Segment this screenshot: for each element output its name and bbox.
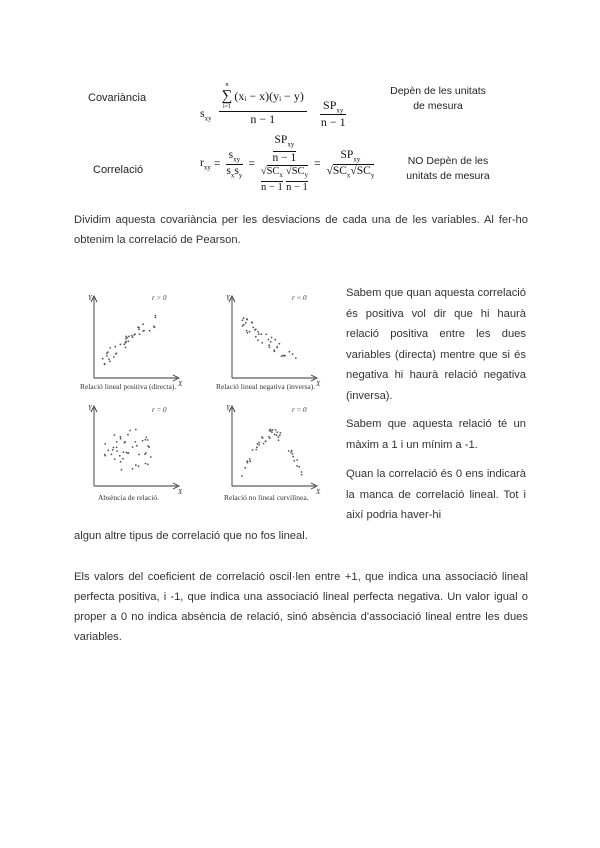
corr-f3-den-a: SC	[332, 164, 347, 177]
scatter-point	[243, 317, 245, 319]
covariance-formula	[200, 78, 349, 130]
scatter-point	[116, 446, 118, 448]
scatter-point	[242, 319, 244, 321]
scatter-point	[289, 351, 291, 353]
sum-upper: n	[225, 82, 229, 89]
scatter-point	[292, 453, 294, 455]
corr-f2-num-top-sub: xy	[287, 140, 295, 149]
corr-f3-den-b: SC	[356, 164, 371, 177]
scatter-point	[123, 451, 125, 453]
scatter-point	[261, 342, 263, 344]
scatter-point	[104, 364, 106, 366]
scatter-point	[115, 353, 117, 355]
corr-f1-den-a: s	[226, 164, 231, 177]
scatter-point	[269, 346, 271, 348]
scatter-point	[258, 444, 260, 446]
scatter-point	[109, 360, 111, 362]
scatter-point	[106, 355, 108, 357]
scatter-point	[301, 471, 303, 473]
scatter-point	[278, 439, 280, 441]
scatter-point	[269, 437, 271, 439]
scatter-point	[246, 319, 248, 321]
scatter-point	[296, 459, 298, 461]
scatter-point	[292, 353, 294, 355]
corr-f2-den-b-sub: y	[304, 171, 309, 180]
scatter-point	[257, 443, 259, 445]
scatter-point	[252, 449, 254, 451]
scatter-point	[249, 458, 251, 460]
scatter-point	[120, 461, 122, 463]
corr-f1-num-sub: xy	[233, 155, 241, 164]
plot2-stat: r < 0	[292, 294, 307, 302]
scatter-point	[252, 327, 254, 329]
scatter-point	[280, 432, 282, 434]
scatter-point	[107, 351, 109, 353]
scatter-point	[265, 440, 267, 442]
scatter-point	[139, 333, 141, 335]
scatter-point	[138, 465, 140, 467]
scatter-point	[114, 434, 116, 436]
scatter-point	[244, 467, 246, 469]
scatter-point	[265, 333, 267, 335]
plot1-axis-y: Y	[88, 294, 92, 302]
scatter-point	[124, 441, 126, 443]
scatter-point	[262, 437, 264, 439]
cov-symbol-sub: xy	[204, 114, 212, 123]
plot-positive	[80, 294, 183, 391]
scatter-point	[263, 443, 265, 445]
continuation-line: algun altre tipus de correlació que no fos lineal.	[74, 530, 308, 542]
cov-denominator: n − 1	[250, 112, 276, 127]
plot1-caption: Relació lineal positiva (directa).	[80, 382, 177, 391]
scatter-point	[150, 456, 152, 458]
scatter-point	[258, 442, 260, 444]
scatter-point	[261, 333, 263, 335]
corr-f2-den-b: SC	[291, 166, 305, 178]
scatter-point	[271, 431, 273, 433]
plot3-axis-y: Y	[88, 404, 92, 412]
covariance-label: Covariància	[88, 92, 147, 104]
scatter-point	[256, 446, 258, 448]
scatter-point	[145, 463, 147, 465]
scatter-point	[128, 340, 130, 342]
scatter-point	[242, 325, 244, 327]
scatter-point	[251, 321, 253, 323]
plot1-axis-x: X	[178, 380, 183, 388]
scatter-point	[127, 434, 129, 436]
plot3-stat: r = 0	[152, 406, 167, 414]
scatter-point	[272, 429, 274, 431]
scatter-point	[128, 336, 130, 338]
corr-f2-den-a: SC	[266, 166, 280, 178]
corr-f2-num-bottom: n − 1	[272, 152, 297, 165]
scatter-point	[276, 347, 278, 349]
corr-f3-num-sub: xy	[353, 155, 361, 164]
scatter-point	[109, 347, 111, 349]
scatter-point	[121, 469, 123, 471]
scatter-point	[135, 429, 137, 431]
scatter-point	[113, 356, 115, 358]
scatter-point	[142, 330, 144, 332]
corr-f1-den-a-sub: x	[230, 170, 235, 179]
corr-f1-den-b-sub: y	[238, 170, 243, 179]
scatter-point	[131, 335, 133, 337]
scatter-point	[111, 454, 113, 456]
plot3-axis-x: X	[178, 488, 183, 496]
scatter-point	[296, 465, 298, 467]
side-paragraph-3: Quan la correlació és 0 ens indicarà la manca de correlació lineal. Tot i així podria haver-hi	[346, 468, 526, 521]
plot4-axis-y: Y	[226, 404, 230, 412]
corr-symbol: r	[200, 157, 204, 170]
side-paragraph-1: Sabem que quan aquesta correlació és positiva vol dir que hi haurà relació positiva entre les dues variables (directa) mentre que si és negativa hi haurà relació negativa (inversa).	[346, 287, 526, 402]
plot4-stat: r = 0	[292, 406, 307, 414]
scatter-point	[288, 450, 290, 452]
scatter-point	[249, 460, 251, 462]
scatter-point	[270, 341, 272, 343]
scatter-point	[135, 464, 137, 466]
scatter-point	[258, 333, 260, 335]
scatter-point	[293, 460, 295, 462]
scatter-point	[279, 343, 281, 345]
scatter-point	[145, 439, 147, 441]
scatter-point	[278, 436, 280, 438]
corr-f2-den-b-n: n − 1	[286, 182, 308, 194]
scatter-point	[113, 447, 115, 449]
scatter-point	[275, 429, 277, 431]
plot-negative	[216, 294, 321, 391]
scatter-point	[153, 325, 155, 327]
scatter-point	[257, 331, 259, 333]
scatter-point	[301, 474, 303, 476]
scatter-point	[291, 450, 293, 452]
scatter-point	[276, 431, 278, 433]
scatter-point	[132, 336, 134, 338]
scatter-point	[274, 339, 276, 341]
plot-none	[88, 404, 183, 502]
correlation-note: NO Depèn de les unitats de mesura	[406, 155, 490, 182]
scatter-point	[145, 452, 147, 454]
scatter-point	[279, 434, 281, 436]
sum-lower: i=1	[222, 104, 232, 111]
scatter-point	[268, 339, 270, 341]
side-paragraph-2: Sabem que aquesta relació té un màxim a 1 i un mínim a -1.	[346, 418, 526, 451]
scatter-point	[246, 330, 248, 332]
scatter-point	[119, 455, 121, 457]
scatter-point	[274, 434, 276, 436]
scatter-point	[122, 458, 124, 460]
scatter-point	[102, 358, 104, 360]
scatter-point	[290, 452, 292, 454]
scatter-point	[270, 429, 272, 431]
scatter-point	[147, 463, 149, 465]
scatter-point	[134, 333, 136, 335]
plot4-caption: Relació no lineal curvilínea.	[224, 493, 309, 502]
correlation-formula: $r_{xy}$ = $\frac{s_{xy}}{s_xs_y}$ = $SP_{xy}$ n − 1 $√SC_x$ n − 1 $√SC_y$ n − 1 = $\frac{SP_{xy}}{√SC_x√SC_y}$	[200, 134, 375, 194]
scatter-point	[112, 449, 114, 451]
plot2-axis-x: X	[316, 380, 321, 388]
scatter-point	[255, 328, 257, 330]
scatter-point	[268, 344, 270, 346]
cov-alt-denominator: n − 1	[320, 115, 346, 130]
scatter-point	[298, 466, 300, 468]
scatter-point	[123, 343, 125, 345]
scatter-point	[125, 336, 127, 338]
corr-f3-den-b-sub: y	[370, 170, 375, 179]
scatter-point	[255, 449, 257, 451]
scatter-point	[126, 452, 128, 454]
scatter-point	[243, 324, 245, 326]
intro-paragraph: Dividim aquesta covariància per les desviacions de cada una de les variables. Al fer-ho obtenim la correlació de Pearson.	[74, 214, 528, 246]
scatter-point	[276, 434, 278, 436]
scatter-point	[108, 358, 110, 360]
corr-f1-num: s	[228, 149, 234, 162]
plot2-axis-y: Y	[226, 294, 230, 302]
scatter-point	[120, 438, 122, 440]
covariance-note: Depèn de les unitats de mesura	[390, 85, 486, 112]
correlation-label: Correlació	[93, 164, 144, 176]
cov-alt-numerator-sub: xy	[336, 106, 344, 115]
scatter-point	[142, 440, 144, 442]
scatter-point	[120, 436, 122, 438]
corr-f3-den-a-sub: x	[346, 170, 351, 179]
scatter-point	[104, 454, 106, 456]
scatter-point	[132, 446, 134, 448]
corr-f2-den-a-sub: x	[279, 171, 283, 180]
scatter-point	[138, 454, 140, 456]
sum-icon: ∑	[221, 88, 233, 105]
scatter-point	[155, 317, 157, 319]
plot3-caption: Absència de relació.	[98, 493, 160, 502]
scatter-point	[125, 338, 127, 340]
corr-f2-den-a-n: n − 1	[261, 182, 283, 194]
scatter-point	[145, 437, 147, 439]
scatter-point	[284, 355, 286, 357]
scatter-point	[104, 443, 106, 445]
scatter-point	[134, 441, 136, 443]
scatter-point	[281, 355, 283, 357]
plot2-caption: Relació lineal negativa (inversa).	[216, 382, 316, 391]
cov-alt-numerator: SP	[323, 98, 337, 112]
scatter-point	[257, 339, 259, 341]
scatter-point	[142, 323, 144, 325]
scatter-point	[116, 441, 118, 443]
scatter-point	[125, 340, 127, 342]
scatter-point	[120, 344, 122, 346]
scatter-point	[116, 450, 118, 452]
cov-symbol: s	[200, 106, 205, 120]
scatter-figure	[72, 288, 340, 510]
scatter-point	[255, 336, 257, 338]
scatter-point	[107, 449, 109, 451]
scatter-point	[268, 436, 270, 438]
corr-f3-num: SP	[340, 149, 354, 162]
scatter-point	[155, 315, 157, 317]
scatter-point	[295, 357, 297, 359]
corr-f1-den-b: s	[234, 164, 239, 177]
scatter-point	[136, 445, 138, 447]
corr-symbol-sub: xy	[203, 163, 211, 172]
scatter-point	[147, 445, 149, 447]
scatter-point	[274, 351, 276, 353]
scatter-point	[129, 430, 131, 432]
scatter-point	[114, 458, 116, 460]
plot1-stat: r > 0	[152, 294, 167, 302]
scatter-point	[292, 456, 294, 458]
corr-f2-num-top: SP	[274, 134, 288, 146]
plot-curvilinear	[224, 404, 321, 502]
cov-numerator: (xᵢ − x)(yᵢ − y)	[234, 88, 304, 103]
plot4-axis-x: X	[316, 488, 321, 496]
scatter-point	[247, 462, 249, 464]
scatter-point	[149, 330, 151, 332]
scatter-point	[125, 347, 127, 349]
scatter-point	[114, 346, 116, 348]
scatter-point	[245, 322, 247, 324]
final-paragraph: Els valors del coeficient de correlació oscil·len entre +1, que indica una associació lineal perfecta positiva, i -1, que indica una associació lineal perfecta negativa. Un valor igual o proper a 0 no indica absència de relació, sinó absència d'associació lineal entre les dues variables.	[74, 571, 528, 643]
scatter-point	[138, 329, 140, 331]
scatter-point	[249, 331, 251, 333]
scatter-point	[271, 337, 273, 339]
scatter-point	[138, 327, 140, 329]
scatter-point	[241, 475, 243, 477]
scatter-point	[247, 332, 249, 334]
scatter-point	[132, 468, 134, 470]
scatter-point	[147, 439, 149, 441]
